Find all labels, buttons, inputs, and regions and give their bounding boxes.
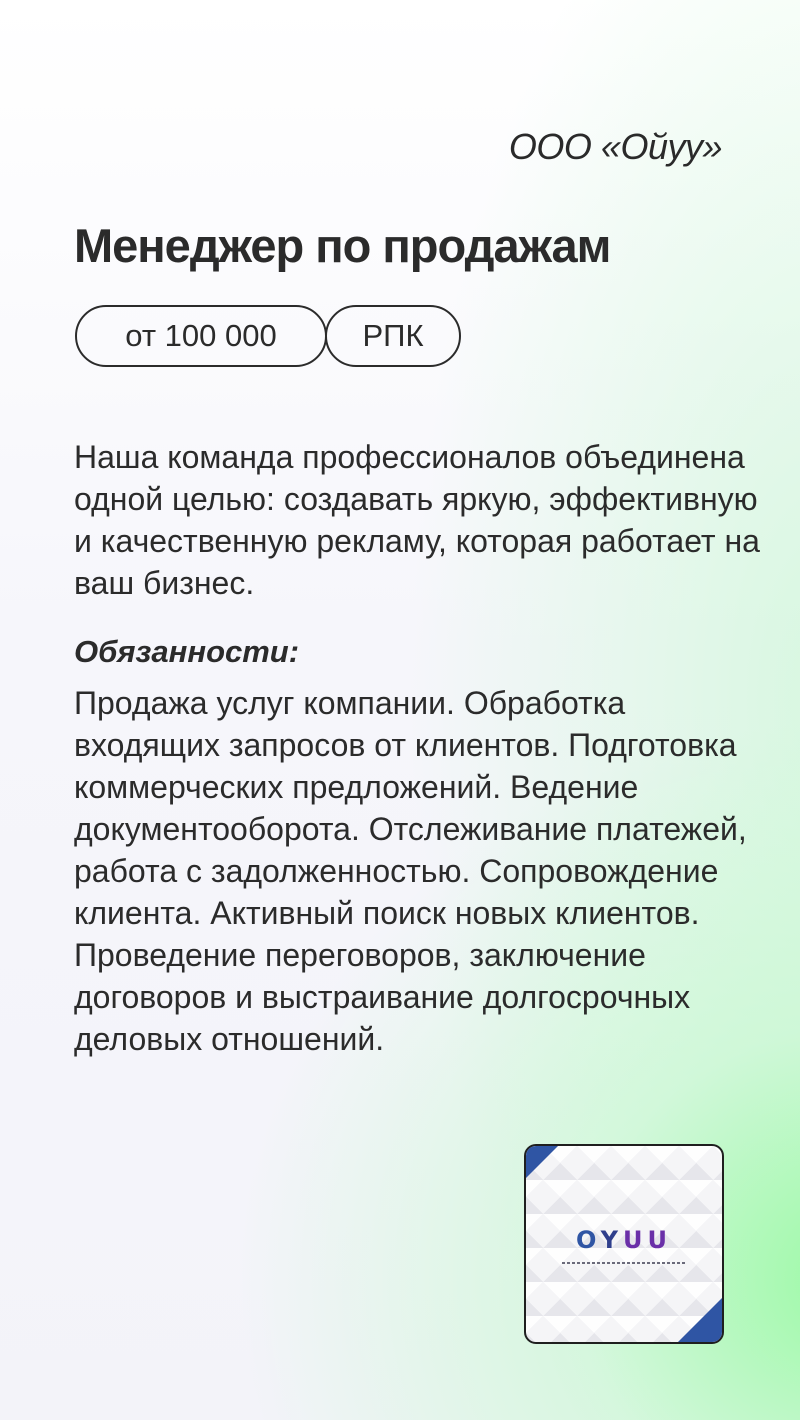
salary-tag: от 100 000 xyxy=(75,305,327,367)
logo-tagline-line xyxy=(562,1262,686,1264)
job-title: Менеджер по продажам xyxy=(74,219,611,272)
logo-wordmark: OYUU xyxy=(576,1226,672,1254)
job-tags xyxy=(75,305,461,367)
logo-corner-top-left xyxy=(526,1146,558,1178)
company-name: ООО «Ойуу» xyxy=(508,126,722,167)
location-tag: РПК xyxy=(325,305,461,367)
company-logo xyxy=(524,1144,724,1344)
company-description: Наша команда профессионалов объединена одной целью: создавать яркую, эффективную и качественную рекламу, которая работает на ваш бизнес. xyxy=(74,439,760,601)
duties-text: Продажа услуг компании. Обработка входящих запросов от клиентов. Подготовка коммерческих предложений. Ведение документооборота. Отслеживание платежей, работа с задолженностью. Сопровождение клиента. Активный поиск новых клиентов. Проведение переговоров, заключение договоров и выстраивание долгосрочных деловых отношений. xyxy=(74,685,747,1057)
duties-heading: Обязанности: xyxy=(74,634,300,669)
logo-corner-bottom-right xyxy=(678,1298,722,1342)
